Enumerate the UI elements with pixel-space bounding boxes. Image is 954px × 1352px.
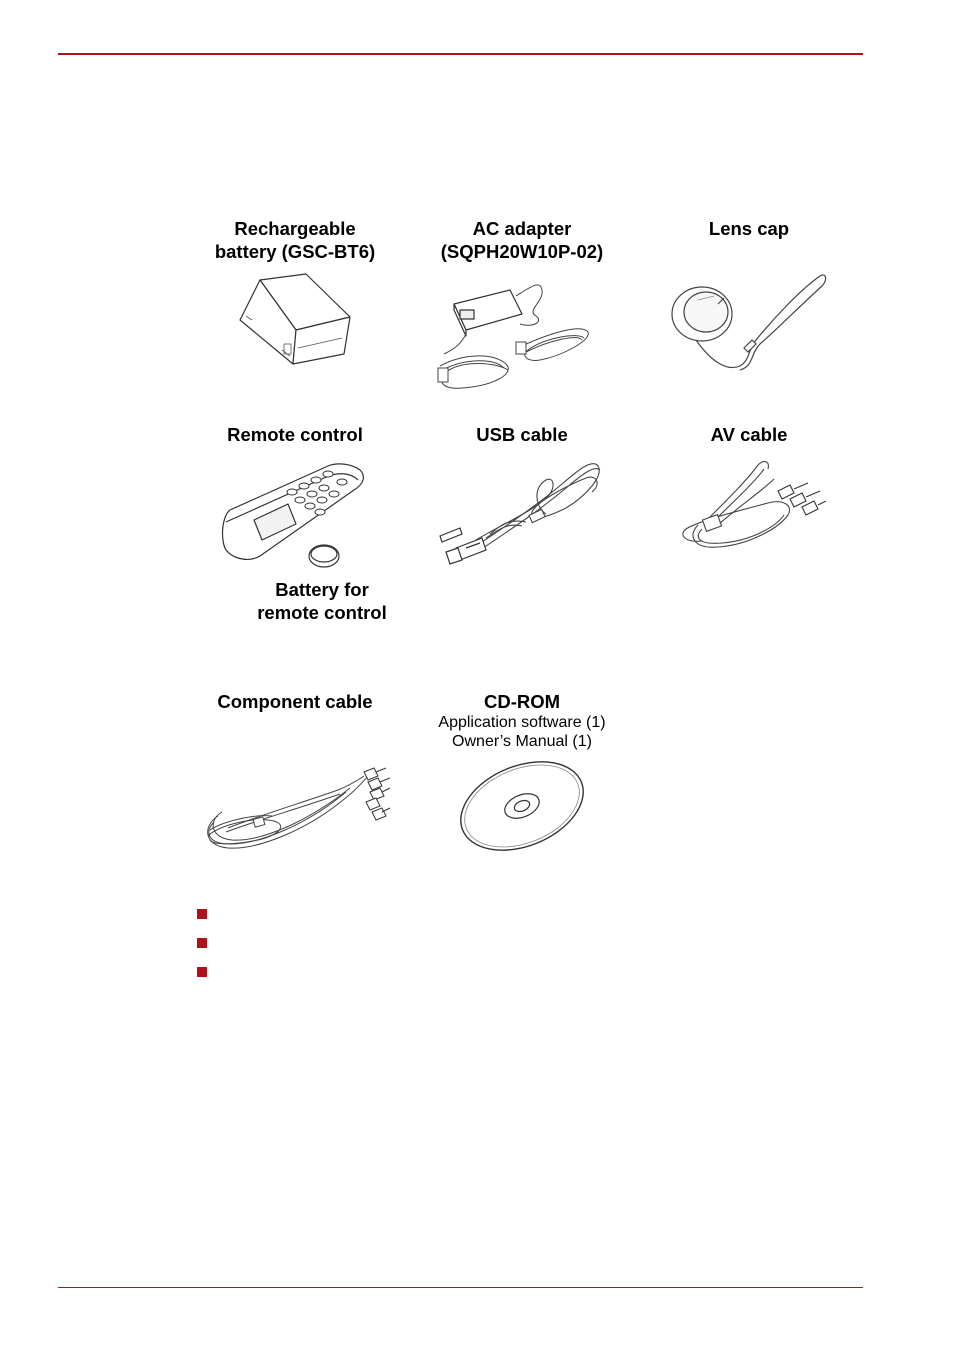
label-remote-battery-line1: Battery for	[275, 579, 369, 600]
label-remote-battery-line2: remote control	[257, 602, 387, 623]
av-cable-icon	[678, 455, 828, 555]
bullet-marker-2	[197, 938, 207, 948]
component-cable-icon	[198, 766, 392, 860]
remote-control-icon	[220, 460, 368, 572]
battery-pack-icon	[238, 272, 353, 367]
cd-rom-icon	[456, 761, 588, 851]
label-ac-adapter-line1: AC adapter	[472, 218, 572, 239]
label-lens-cap-line1: Lens cap	[708, 218, 790, 239]
lens-cap-icon	[670, 270, 830, 375]
bullet-marker-3	[197, 967, 207, 977]
header-rule	[58, 53, 863, 55]
label-component-cable	[175, 690, 415, 713]
footer-rule	[58, 1287, 863, 1288]
label-cd-rom-sub1: Application software (1)	[438, 714, 606, 731]
label-component-cable-line1: Component cable	[217, 691, 373, 712]
label-lens-cap	[629, 217, 869, 240]
label-ac-adapter-line2: (SQPH20W10P-02)	[440, 241, 604, 262]
label-battery-line1: Rechargeable	[234, 218, 356, 239]
label-av-cable-line1: AV cable	[710, 424, 788, 445]
label-battery	[175, 217, 415, 263]
label-cd-rom-line1: CD-ROM	[483, 691, 561, 712]
label-cd-rom	[402, 690, 642, 713]
label-cd-rom-sub2: Owner’s Manual (1)	[452, 732, 592, 750]
label-usb-cable-line1: USB cable	[476, 424, 568, 445]
label-av-cable	[629, 423, 869, 446]
label-usb-cable	[402, 423, 642, 446]
usb-cable-icon	[436, 456, 606, 572]
ac-adapter-icon	[432, 276, 597, 398]
label-remote-battery	[202, 578, 442, 624]
label-remote-control	[175, 423, 415, 446]
label-battery-line2: battery (GSC-BT6)	[214, 241, 376, 262]
bullet-marker-1	[197, 909, 207, 919]
label-remote-control-line1: Remote control	[227, 424, 363, 445]
label-cd-rom-contents	[402, 714, 642, 751]
label-ac-adapter	[402, 217, 642, 263]
